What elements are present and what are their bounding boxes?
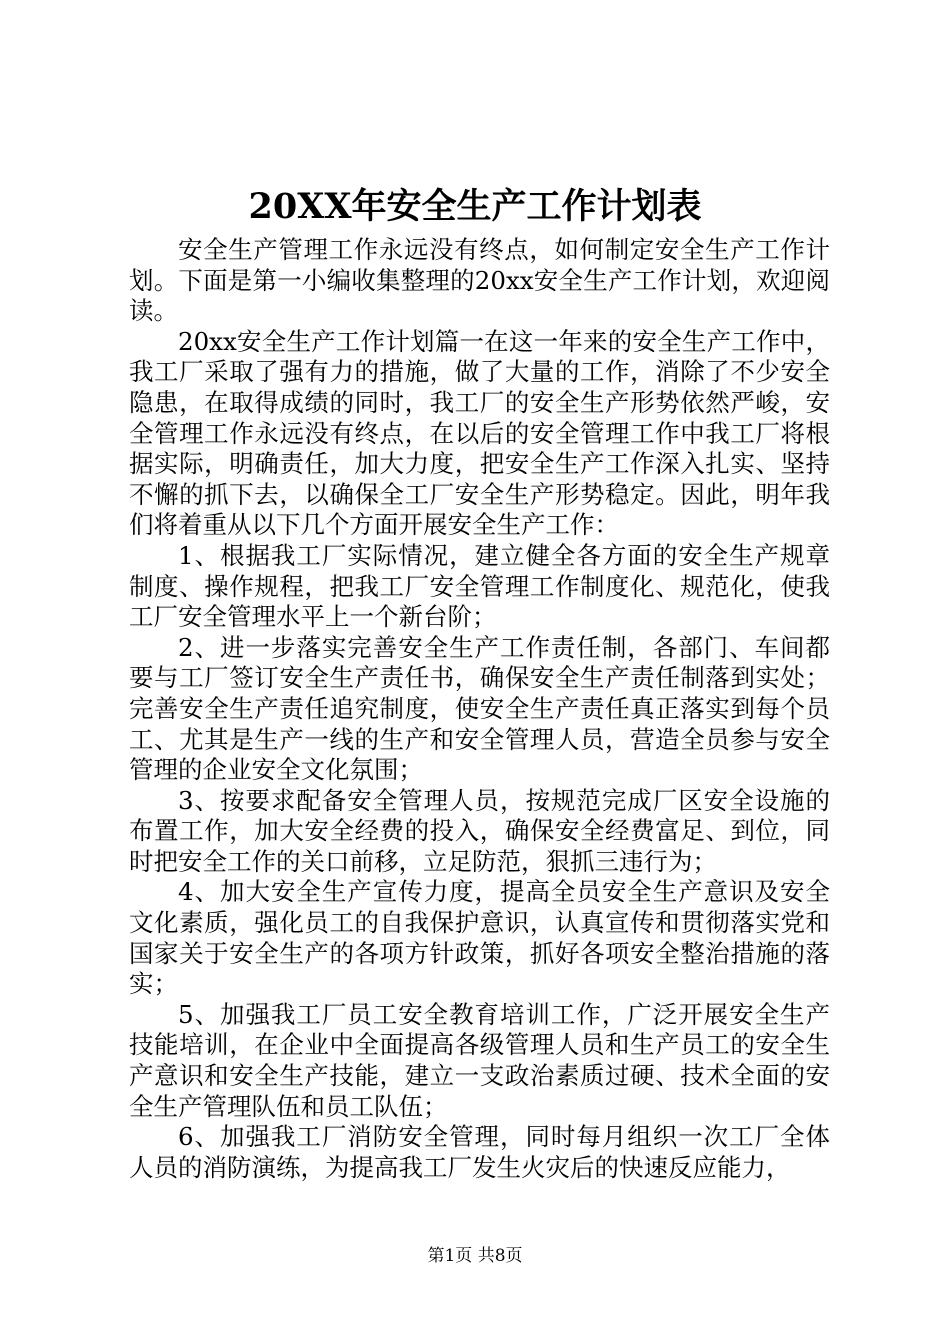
document-title: 20XX年安全生产工作计划表 [248, 186, 702, 227]
paragraph: 3、按要求配备安全管理人员，按规范完成厂区安全设施的布置工作，加大安全经费的投入，确保安全经费富足、到位，同时把安全工作的关口前移，立足防范，狠抓三违行为； [129, 785, 830, 876]
document-body [129, 235, 830, 1183]
paragraph: 4、加大安全生产宣传力度，提高全员安全生产意识及安全文化素质，强化员工的自我保护意识，认真宣传和贯彻落实党和国家关于安全生产的各项方针政策，抓好各项安全整治措施的落实； [129, 877, 830, 999]
paragraph: 5、加强我工厂员工安全教育培训工作，广泛开展安全生产技能培训，在企业中全面提高各级管理人员和生产员工的安全生产意识和安全生产技能，建立一支政治素质过硬、技术全面的安全生产管理队伍和员工队伍； [129, 999, 830, 1121]
page-number-footer: 第1页 共8页 [427, 1246, 523, 1266]
paragraph: 安全生产管理工作永远没有终点，如何制定安全生产工作计划。下面是第一小编收集整理的20xx安全生产工作计划，欢迎阅读。 [129, 235, 830, 326]
paragraph: 1、根据我工厂实际情况，建立健全各方面的安全生产规章制度、操作规程，把我工厂安全管理工作制度化、规范化，使我工厂安全管理水平上一个新台阶； [129, 540, 830, 632]
paragraph: 2、进一步落实完善安全生产工作责任制，各部门、车间都要与工厂签订安全生产责任书，确保安全生产责任制落到实处；完善安全生产责任追究制度，使安全生产责任真正落实到每个员工、尤其是生产一线的生产和安全管理人员，营造全员参与安全管理的企业安全文化氛围； [129, 632, 830, 785]
paragraph: 20xx安全生产工作计划篇一在这一年来的安全生产工作中，我工厂采取了强有力的措施，做了大量的工作，消除了不少安全隐患，在取得成绩的同时，我工厂的安全生产形势依然严峻，安全管理工作永远没有终点，在以后的安全管理工作中我工厂将根据实际，明确责任，加大力度，把安全生产工作深入扎实、坚持不懈的抓下去，以确保全工厂安全生产形势稳定。因此，明年我们将着重从以下几个方面开展安全生产工作： [129, 326, 830, 540]
paragraph: 6、加强我工厂消防安全管理，同时每月组织一次工厂全体人员的消防演练，为提高我工厂发生火灾后的快速反应能力， [129, 1122, 830, 1182]
